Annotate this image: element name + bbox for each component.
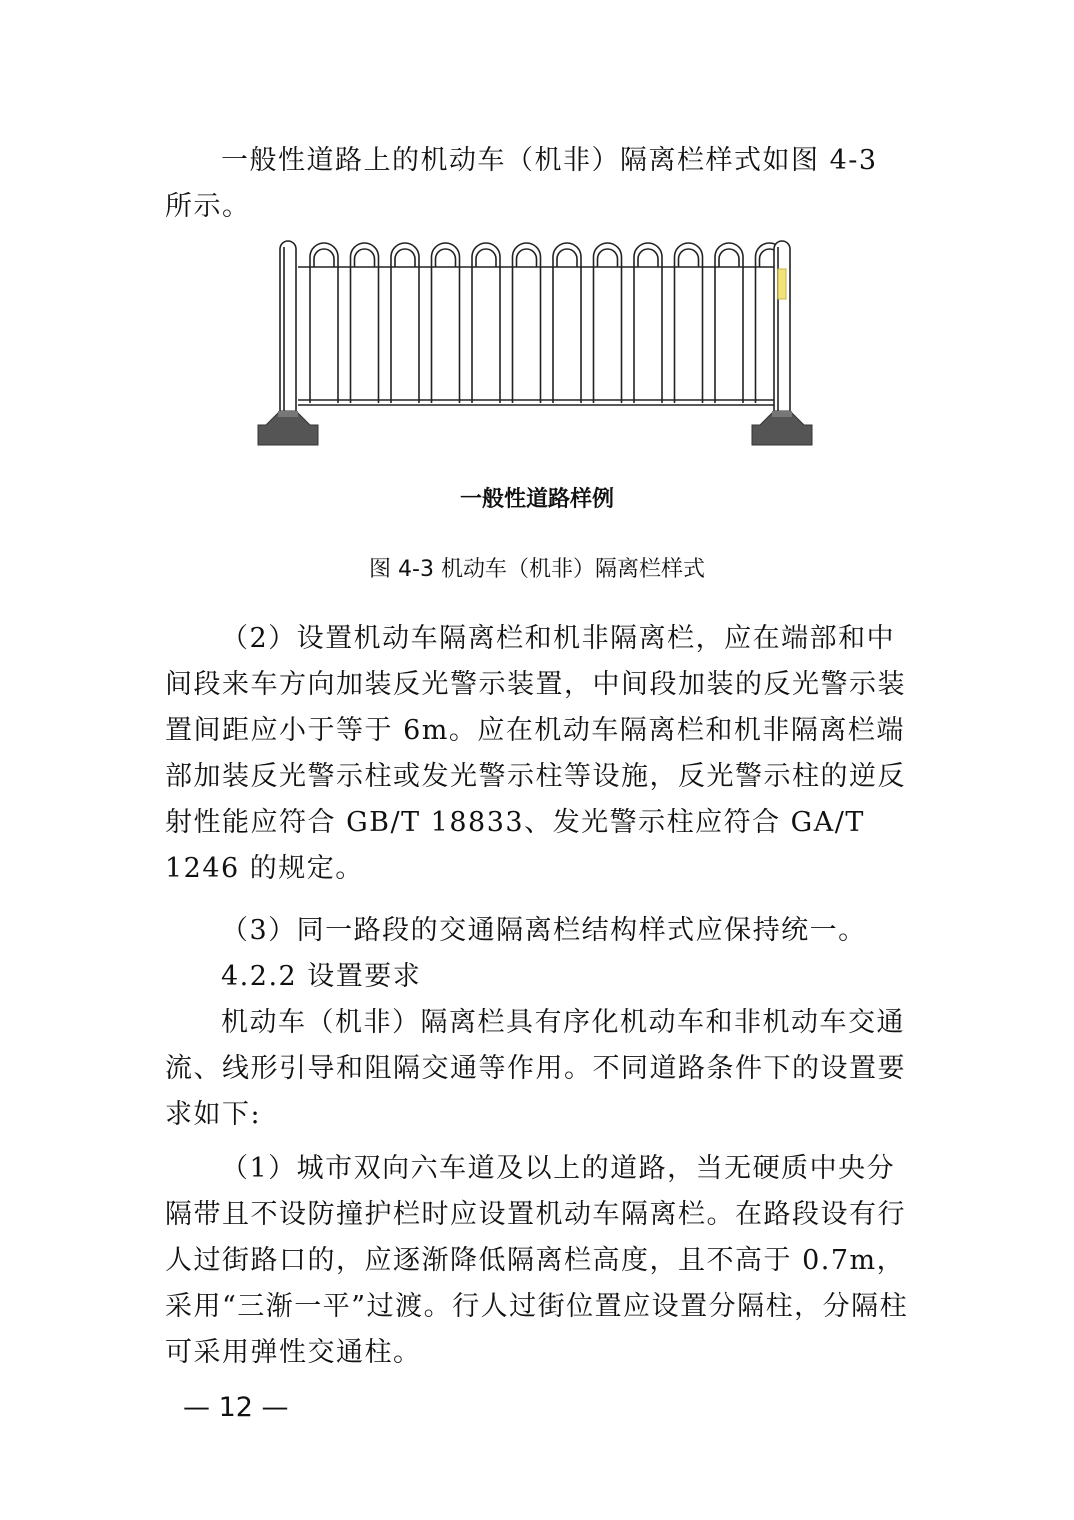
- arch-inner: [598, 249, 618, 267]
- paragraph-2: （2）设置机动车隔离栏和机非隔离栏，应在端部和中间段来车方向加装反光警示装置，中间段加装的反光警示装置间距应小于等于 6m。应在机动车隔离栏和机非隔离栏端部加装反光警示柱或发光警示柱等设施，反光警示柱的逆反射性能应符合 GB/T 18833、发光警示柱应符合 GA/T 1246 的规定。: [165, 623, 906, 884]
- page-number: — 12 —: [183, 1392, 289, 1423]
- figure-sublabel: 一般性道路样例: [459, 487, 614, 512]
- arch-inner: [395, 249, 415, 267]
- right-post: [774, 241, 790, 415]
- reflector-strip: [778, 269, 786, 299]
- arch-inner: [436, 249, 456, 267]
- arch-inner: [517, 249, 537, 267]
- arch-inner: [314, 249, 334, 267]
- left-base-cap: [278, 411, 298, 417]
- arch-inner: [719, 249, 739, 267]
- figure-caption: 图 4-3 机动车（机非）隔离栏样式: [369, 557, 705, 582]
- left-post: [280, 241, 296, 415]
- arch-inner: [355, 249, 375, 267]
- arch-inner: [557, 249, 577, 267]
- arch-inner: [679, 249, 699, 267]
- paragraph-3: （3）同一路段的交通隔离栏结构样式应保持统一。: [221, 915, 867, 946]
- intro-paragraph: 一般性道路上的机动车（机非）隔离栏样式如图 4-3 所示。: [165, 145, 878, 222]
- paragraph-5: （1）城市双向六车道及以上的道路，当无硬质中央分隔带且不设防撞护栏时应设置机动车隔离栏。在路段设有行人过街路口的，应逐渐降低隔离栏高度，且不高于 0.7m，采用“三渐一平”过渡。行人过街位置应设置分隔柱，分隔柱可采用弹性交通柱。: [165, 1153, 909, 1368]
- arch-inner: [638, 249, 658, 267]
- section-heading: 4.2.2 设置要求: [221, 961, 422, 992]
- guardrail-illustration: [250, 235, 820, 450]
- right-base-cap: [772, 411, 792, 417]
- arch-inner: [476, 249, 496, 267]
- paragraph-4: 机动车（机非）隔离栏具有序化机动车和非机动车交通流、线形引导和阻隔交通等作用。不同道路条件下的设置要求如下:: [165, 1007, 906, 1130]
